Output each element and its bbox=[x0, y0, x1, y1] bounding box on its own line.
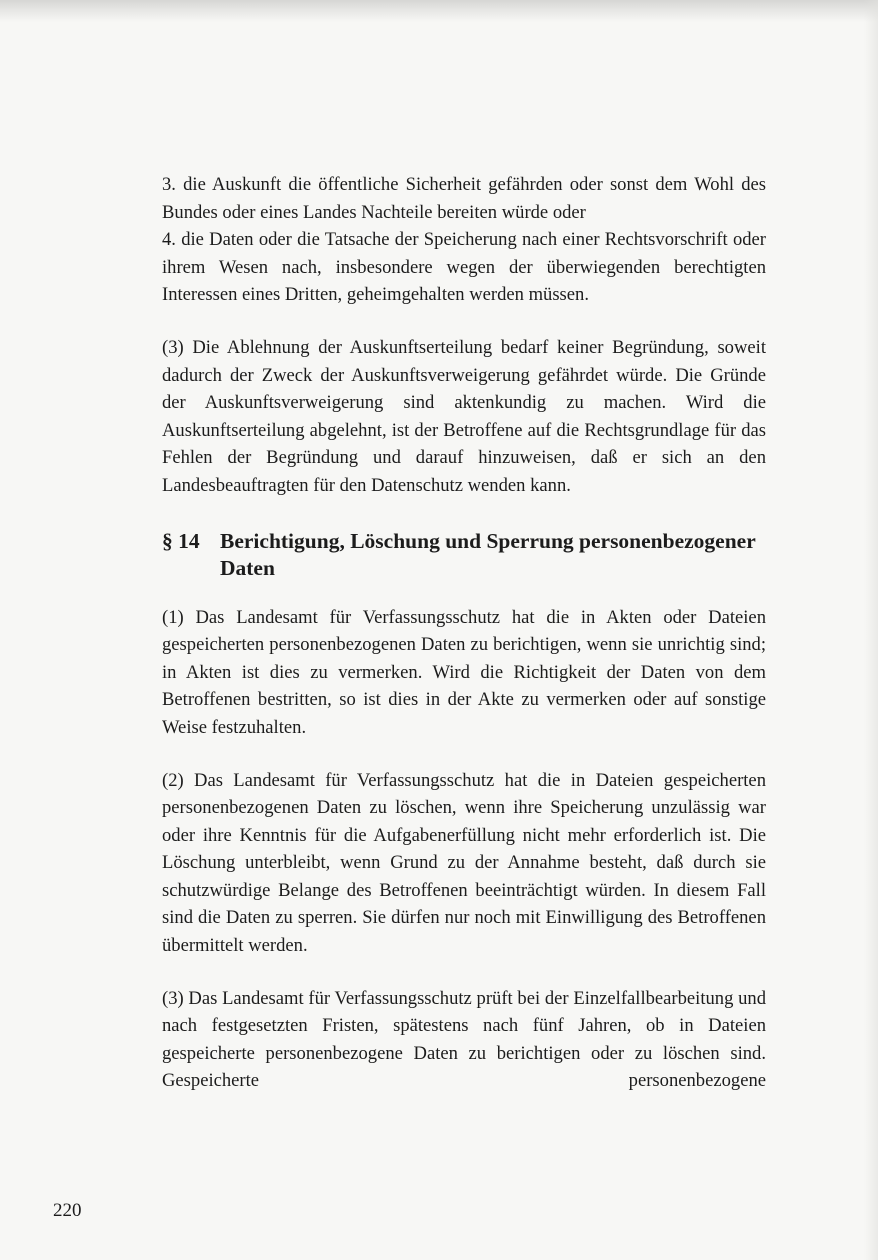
section-number: § 14 bbox=[162, 528, 200, 553]
list-item-3: 3. die Auskunft die öffentliche Sicherheit gefährden oder sonst dem Wohl des Bundes oder eines Landes Nachteile bereiten würde oder bbox=[162, 174, 766, 223]
section-heading bbox=[162, 528, 766, 582]
section-title: Berichtigung, Löschung und Sperrung personenbezogener Daten bbox=[220, 528, 756, 580]
paragraph-13-3: (3) Die Ablehnung der Auskunftserteilung bedarf keiner Begründung, soweit dadurch der Zweck der Auskunftsverweigerung gefährdet würde. Die Gründe der Auskunftsverweigerung sind aktenkundig zu machen. Wird die Auskunftserteilung abgelehnt, ist der Betroffene auf die Rechtsgrundlage für das Fehlen der Begründung und darauf hinzuweisen, daß er sich an den Landesbeauftragten für den Datenschutz wenden kann. bbox=[162, 336, 766, 496]
paragraph-14-1: (1) Das Landesamt für Verfassungsschutz hat die in Akten oder Dateien gespeicherten personenbezogenen Daten zu berichtigen, wenn sie unrichtig sind; in Akten ist dies zu vermerken. Wird die Richtigkeit der Daten von dem Betroffenen bestritten, so ist dies in der Akte zu vermerken oder auf sonstige Weise festzuhalten. bbox=[162, 606, 766, 738]
page-body bbox=[162, 171, 766, 1095]
paragraph-14-3: (3) Das Landesamt für Verfassungsschutz prüft bei der Einzelfallbearbeitung und nach festgesetzten Fristen, spätestens nach fünf Jahren, ob in Dateien gespeicherte personenbezogene Daten zu berichtigen oder zu löschen sind. Gespeicherte personenbezogene bbox=[162, 987, 766, 1092]
page-number: 220 bbox=[53, 1200, 82, 1221]
list-item-4: 4. die Daten oder die Tatsache der Speicherung nach einer Rechtsvorschrift oder ihrem Wesen nach, insbesondere wegen der überwiegenden berechtigten Interessen eines Dritten, geheimgehalten werden müssen. bbox=[162, 229, 766, 306]
page-top-shadow bbox=[0, 0, 878, 22]
paragraph-14-2: (2) Das Landesamt für Verfassungsschutz hat die in Dateien gespeicherten personenbezogenen Daten zu löschen, wenn ihre Speicherung unzulässig war oder ihre Kenntnis für die Aufgabenerfüllung nicht mehr erforderlich ist. Die Löschung unterbleibt, wenn Grund zu der Annahme besteht, daß durch sie schutzwürdige Belange des Betroffenen beeinträchtigt würden. In diesem Fall sind die Daten zu sperren. Sie dürfen nur noch mit Einwilligung des Betroffenen übermittelt werden. bbox=[162, 769, 766, 957]
page-right-edge bbox=[864, 0, 878, 1260]
